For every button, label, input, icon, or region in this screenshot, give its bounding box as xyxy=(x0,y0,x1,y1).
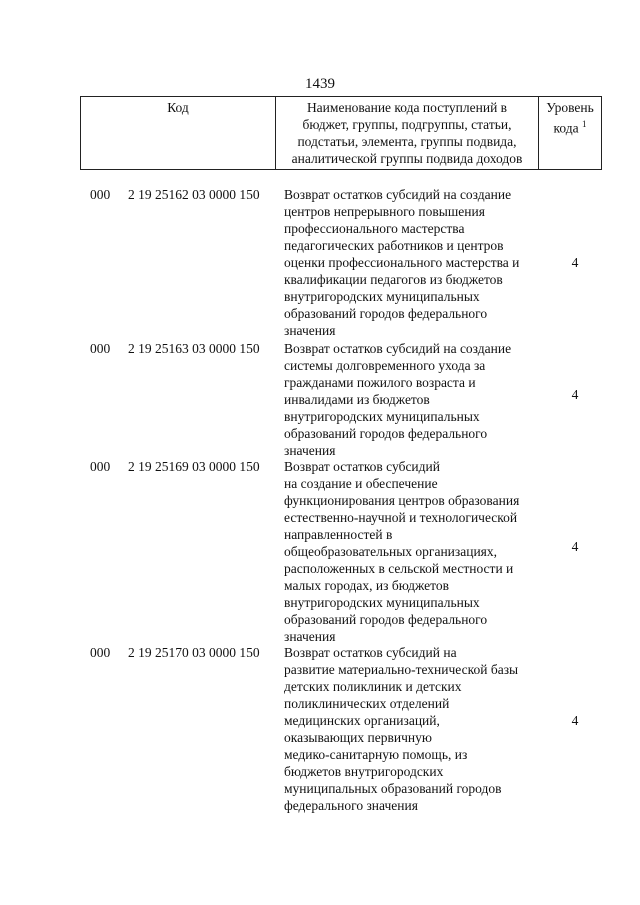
revenue-description xyxy=(284,340,534,459)
header-code-cell xyxy=(81,97,276,170)
header-name-line: подстатьи, элемента, группы подвида, xyxy=(297,134,517,149)
table-header xyxy=(80,96,602,170)
description-line: поликлинических отделений xyxy=(284,696,450,711)
header-name-line: Наименование кода поступлений в xyxy=(306,100,508,115)
admin-code: 000 xyxy=(90,341,111,356)
header-name-line: аналитической группы подвида доходов xyxy=(291,151,523,166)
description-line: медико-санитарную помощь, из xyxy=(284,747,468,762)
description-line: на создание и обеспечение xyxy=(284,476,438,491)
header-name-cell xyxy=(276,97,539,170)
description-line: системы долговременного ухода за xyxy=(284,358,486,373)
revenue-description xyxy=(284,458,534,645)
admin-code: 000 xyxy=(90,459,111,474)
header-level-cell xyxy=(539,97,602,170)
description-line: Возврат остатков субсидий на создание xyxy=(284,187,512,202)
admin-code: 000 xyxy=(90,645,111,660)
description-line: образований городов федерального xyxy=(284,426,488,441)
revenue-code: 2 19 25170 03 0000 150 xyxy=(128,645,260,660)
header-level-label: Уровень xyxy=(546,100,594,115)
description-line: расположенных в сельской местности и xyxy=(284,561,514,576)
description-line: оказывающих первичную xyxy=(284,730,432,745)
description-line: значения xyxy=(284,323,336,338)
description-line: функционирования центров образования xyxy=(284,493,520,508)
header-level-label-2: кода xyxy=(553,120,579,136)
page-number: 1439 xyxy=(305,76,335,92)
description-line: медицинских организаций, xyxy=(284,713,440,728)
description-line: внутригородских муниципальных xyxy=(284,289,480,304)
footnote-marker: 1 xyxy=(581,119,587,129)
revenue-description xyxy=(284,186,534,339)
code-level: 4 xyxy=(571,539,579,554)
description-line: значения xyxy=(284,443,336,458)
description-line: профессионального мастерства xyxy=(284,221,465,236)
description-line: инвалидами из бюджетов xyxy=(284,392,430,407)
description-line: естественно-научной и технологической xyxy=(284,510,518,525)
description-line: Возврат остатков субсидий на создание xyxy=(284,341,512,356)
description-line: образований городов федерального xyxy=(284,306,488,321)
code-level: 4 xyxy=(571,713,579,728)
description-line: муниципальных образований городов xyxy=(284,781,502,796)
description-line: общеобразовательных организациях, xyxy=(284,544,498,559)
revenue-code: 2 19 25169 03 0000 150 xyxy=(128,459,260,474)
description-line: педагогических работников и центров xyxy=(284,238,504,253)
code-level: 4 xyxy=(571,387,579,402)
description-line: центров непрерывного повышения xyxy=(284,204,485,219)
description-line: развитие материально-технической базы xyxy=(284,662,519,677)
description-line: федерального значения xyxy=(284,798,418,813)
description-line: детских поликлиник и детских xyxy=(284,679,462,694)
description-line: внутригородских муниципальных xyxy=(284,409,480,424)
header-code-label: Код xyxy=(167,100,189,115)
description-line: гражданами пожилого возраста и xyxy=(284,375,476,390)
description-line: образований городов федерального xyxy=(284,612,488,627)
revenue-code: 2 19 25163 03 0000 150 xyxy=(128,341,260,356)
description-line: малых городах, из бюджетов xyxy=(284,578,449,593)
description-line: оценки профессионального мастерства и xyxy=(284,255,520,270)
description-line: квалификации педагогов из бюджетов xyxy=(284,272,503,287)
description-line: значения xyxy=(284,629,336,644)
revenue-description xyxy=(284,644,534,814)
code-level: 4 xyxy=(571,255,579,270)
description-line: Возврат остатков субсидий на xyxy=(284,645,457,660)
revenue-code: 2 19 25162 03 0000 150 xyxy=(128,187,260,202)
admin-code: 000 xyxy=(90,187,111,202)
description-line: направленностей в xyxy=(284,527,393,542)
header-name-line: бюджет, группы, подгруппы, статьи, xyxy=(302,117,512,132)
description-line: внутригородских муниципальных xyxy=(284,595,480,610)
description-line: Возврат остатков субсидий xyxy=(284,459,440,474)
description-line: бюджетов внутригородских xyxy=(284,764,444,779)
